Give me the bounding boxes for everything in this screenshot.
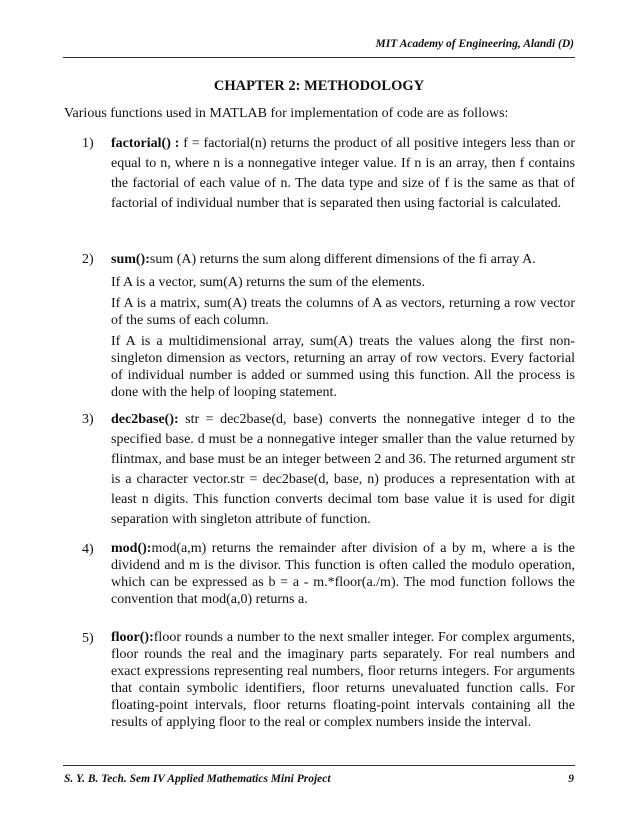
item-body [111, 134, 575, 214]
item-paragraph [111, 540, 575, 608]
item-number: 1) [82, 136, 94, 151]
item-paragraph [111, 134, 575, 214]
function-name: dec2base(): [111, 412, 179, 427]
item-paragraph: If A is a vector, sum(A) returns the sum of the elements. [111, 275, 425, 290]
function-name: factorial() : [111, 136, 180, 151]
chapter-title: CHAPTER 2: METHODOLOGY [213, 78, 425, 94]
function-name: mod(): [111, 541, 152, 556]
list-item-mod [64, 540, 575, 608]
item-paragraph: If A is a matrix, sum(A) treats the columns of A as vectors, returning a row vector of the sums of each column. [111, 296, 575, 328]
item-description: f = factorial(n) returns the product of all positive integers less than or equal to n, where n is a nonnegative integer value. If n is an array, then f contains the factorial of each value of n. The data type and size of f is the same as that of factorial of individual number that is separated then using factorial is calculated. [111, 136, 575, 211]
list-item-floor [64, 629, 575, 731]
function-name: floor(): [111, 630, 154, 645]
list-item-sum [64, 250, 575, 401]
intro-paragraph: Various functions used in MATLAB for implementation of code are as follows: [64, 106, 509, 121]
item-body [111, 410, 575, 530]
item-number: 5) [82, 631, 94, 646]
item-paragraph [111, 250, 575, 270]
item-number: 2) [82, 252, 94, 267]
item-body [111, 629, 575, 731]
list-item-factorial [64, 134, 575, 214]
function-name: sum(): [111, 252, 150, 267]
page-number: 9 [568, 773, 574, 785]
item-number: 4) [82, 542, 94, 557]
item-description: mod(a,m) returns the remainder after division of a by m, where a is the dividend and m is the divisor. This function is often called the modulo operation, which can be expressed as b = a - m.*floor(a./m). The mod function follows the convention that mod(a,0) returns a. [111, 541, 575, 607]
item-body [111, 540, 575, 608]
list-item-dec2base [64, 410, 575, 530]
item-description: sum (A) returns the sum along different dimensions of the fi array A. [149, 252, 536, 267]
item-paragraph [111, 410, 575, 530]
item-body [111, 250, 575, 401]
footer-rule [63, 765, 575, 766]
running-footer: S. Y. B. Tech. Sem IV Applied Mathematics Mini Project [64, 773, 331, 785]
item-number: 3) [82, 412, 94, 427]
item-paragraph [111, 629, 575, 731]
item-description: floor rounds a number to the next smaller integer. For complex arguments, floor rounds the real and the imaginary parts separately. For real numbers and exact expressions representing real numbers, floor returns integers. For arguments that contain symbolic identifiers, floor returns unevaluated function calls. For floating-point intervals, floor returns floating-point intervals containing all the results of applying floor to the real or complex numbers inside the interval. [111, 630, 575, 730]
item-paragraph: If A is a multidimensional array, sum(A) treats the values along the first non-singleton dimension as vectors, returning an array of row vectors. Every factorial of individual number is added or summed using this function. All the process is done with the help of looping statement. [111, 334, 575, 400]
item-description: str = dec2base(d, base) converts the nonnegative integer d to the specified base. d must be a nonnegative integer smaller than the value returned by flintmax, and base must be an integer between 2 and 36. The returned argument str is a character vector.str = dec2base(d, base, n) produces a representation with at least n digits. This function converts decimal tom base value it is used for digit separation with singleton attribute of function. [111, 412, 575, 527]
running-header: MIT Academy of Engineering, Alandi (D) [375, 38, 574, 50]
header-rule [63, 57, 575, 58]
